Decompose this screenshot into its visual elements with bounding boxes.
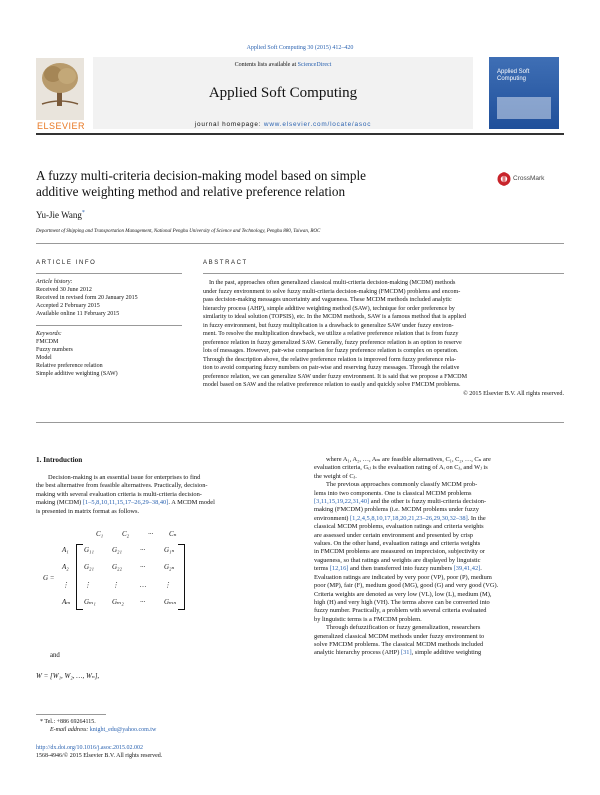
right-column-text <box>314 456 564 658</box>
abstract-line: model based on SAW and the relative preference relation to easily and quickly solve FMCDM problems. <box>203 382 461 388</box>
text-run: environment) <box>314 514 351 522</box>
text-line <box>314 582 564 590</box>
text-run: high (H) and very high (VH). The terms above can be converted into <box>314 598 490 606</box>
abstract-heading: ABSTRACT <box>203 260 248 266</box>
abstract-line: lots of messages. However, pair-wise comparison for fuzzy preference relation is complex on operation. <box>203 348 459 354</box>
citation-link[interactable]: [1–5,8,10,11,15,17–26,29–38,40] <box>82 499 169 507</box>
citation-link[interactable]: [3,11,15,19,22,31,40] <box>314 498 370 506</box>
matrix-cell: G₁₁ <box>84 546 94 554</box>
email-link[interactable]: knight_edu@yahoo.com.tw <box>89 727 157 733</box>
journal-name: Applied Soft Computing <box>208 85 358 101</box>
text-line <box>314 481 564 489</box>
citation-link[interactable]: [39,41,42] <box>453 565 481 573</box>
text-line <box>314 607 564 615</box>
matrix-left-bracket <box>76 544 83 610</box>
text-line <box>314 506 564 514</box>
matrix-cell: … <box>140 581 147 589</box>
matrix-cell: G₂₂ <box>112 563 122 571</box>
matrix-cell: Gₘ₁ <box>84 598 96 606</box>
text-line: the weight of Cⱼ. <box>314 472 357 480</box>
doi-block: http://dx.doi.org/10.1016/j.asoc.2015.02.002 1568-4946/© 2015 Elsevier B.V. All rights reserved. <box>36 745 163 759</box>
text-line <box>314 557 564 565</box>
matrix-col-header: C₂ <box>122 530 130 538</box>
matrix-cell: ⋮ <box>112 581 119 589</box>
author-footnote-mark[interactable]: * <box>81 210 85 216</box>
journal-homepage: journal homepage: www.elsevier.com/locate/asoc <box>194 121 372 128</box>
cover-graphic <box>497 97 551 119</box>
text-line <box>314 490 564 498</box>
abstract-line: in fuzzy environment, but fuzzy multiplication is a drawback to generalize SAW under fuzzy environ- <box>203 322 454 329</box>
cover-title: Applied Soft Computing <box>497 69 530 82</box>
header-rule <box>36 133 564 135</box>
matrix-row-header: ⋮ <box>62 581 69 589</box>
matrix-cell: ⋮ <box>84 581 91 589</box>
citation-link[interactable]: [31] <box>400 649 412 657</box>
abstract-line: under fuzzy environment to solve fuzzy multi-criteria decision-making (FMCDM) problems and encom- <box>203 288 461 295</box>
copyright: © 2015 Elsevier B.V. All rights reserved. <box>463 390 564 397</box>
citation-link[interactable]: [1,2,4,5,8,10,17,18,20,21,23–26,29,30,32–38] <box>350 514 468 522</box>
text-line <box>314 624 564 632</box>
text-line: where A₁, A₂, …, Aₘ are feasible alternatives, C₁, C₂, …, Cₙ are <box>326 456 491 463</box>
text-run: , simple additive weighting <box>411 649 482 657</box>
decision-matrix <box>36 530 286 645</box>
text-line <box>314 540 564 548</box>
text-run: solve FMCDM problems. The classical MCDM methods included <box>314 640 484 648</box>
article-history: Article history: Received 30 June 2012 Received in revised form 20 January 2015 Accepted 2 February 2015 Available online 11 February 2015 <box>36 279 138 317</box>
contents-line: Contents lists available at ScienceDirect <box>234 62 332 68</box>
text-run: in FMCDM problems are measured on imprecision, subjectivity or <box>314 548 485 556</box>
matrix-col-header: ··· <box>148 530 154 538</box>
crossmark-badge[interactable]: CrossMark <box>497 172 557 188</box>
keywords: Keywords: FMCDM Fuzzy numbers Model Relative preference relation Simple additive weighting (SAW) <box>36 331 118 377</box>
text-run: generalized classical MCDM methods under fuzzy environment to <box>314 632 485 640</box>
text-run: lems into two components. One is classical MCDM problems <box>314 489 472 497</box>
text-run: . <box>480 565 482 573</box>
rule-below-abstract <box>36 422 564 423</box>
text-line <box>314 641 564 649</box>
text-run: fuzzy number. Practically, a problem with several criteria evaluated <box>314 607 487 615</box>
affiliation: Department of Shipping and Transportation Management, National Penghu University of Science and Technology, Penghu 880, Taiwan, ROC <box>36 229 321 234</box>
matrix-row-header: A₁ <box>62 546 69 554</box>
text-line <box>314 565 564 573</box>
text-run: Criteria weights are denoted as very low (VL), low (L), medium (M), <box>314 590 492 598</box>
text-run: analytic hierarchy process (AHP) <box>314 649 401 657</box>
text-run: . In the <box>467 514 486 522</box>
matrix-row-header: Aₘ <box>62 598 71 606</box>
footnote: * Tel.: +886 69264115. E-mail address: knight_edu@yahoo.com.tw <box>40 719 157 733</box>
abstract-rule <box>203 273 564 274</box>
intro-paragraph: Decision-making is an essential issue for enterprises to find the best alternative from feasible alternatives. Practically, decision- making with several evaluation criteria is multi-criteria decision- making (MCDM) [1–5,8,10,11,15,17–26,29–38,40]. A MCDM model is presented in matrix format as follows. <box>36 474 215 515</box>
matrix-cell: G₂₁ <box>112 546 122 554</box>
footnote-rule <box>36 714 106 715</box>
matrix-cell: G₂₁ <box>84 563 94 571</box>
abstract-line: hierarchy process (AHP), simple additive weighting method (SAW), technique for order preference by <box>203 305 455 312</box>
matrix-cell: ··· <box>140 546 146 554</box>
text-line <box>314 649 564 657</box>
article-info-rule <box>36 273 182 274</box>
text-run: Through defuzzification or fuzzy generalization, researchers <box>326 624 481 632</box>
article-title: A fuzzy multi-criteria decision-making model based on simple additive weighting method and relative preference relation <box>36 168 366 199</box>
text-line <box>314 574 564 582</box>
text-line <box>314 523 564 531</box>
matrix-cell: ··· <box>140 563 146 571</box>
matrix-label: G = <box>43 574 55 582</box>
elsevier-tree-logo <box>36 58 84 120</box>
matrix-right-bracket <box>178 544 185 610</box>
and-text: and <box>50 652 60 659</box>
abstract-line: Through the description above, the relative preference relation is improved form fuzzy preference rela- <box>203 356 457 363</box>
text-line <box>314 498 564 506</box>
article-info-heading: ARTICLE INFO <box>36 260 97 266</box>
abstract-line: tion to avoid comparing fuzzy numbers on pair-wise and reserving fuzzy messages. Through the relative <box>203 365 460 371</box>
text-line <box>314 599 564 607</box>
abstract-line: pass decision-making messages uncertainty and vagueness. These MCDM methods included analytic <box>203 297 452 303</box>
abstract-line: preference relation, we can generalize SAW under fuzzy environment. It is said that we propose a FMCDM <box>203 373 468 380</box>
matrix-cell: Gₘ₂ <box>112 598 124 606</box>
matrix-row-header: A₂ <box>62 563 69 571</box>
journal-citation: Applied Soft Computing 30 (2015) 412–420 <box>246 45 354 51</box>
text-run: poor (MP), fair (F), medium good (MG), good (G) and very good (VG). <box>314 582 499 590</box>
abstract-text <box>203 279 564 398</box>
matrix-col-header: C₁ <box>96 530 104 538</box>
text-run: making (FMCDM) problems (i.e. MCDM problems under fuzzy <box>314 506 479 514</box>
abstract-line: In the past, approaches often generalized classical multi-criteria decision-making (MCDM) methods <box>209 280 456 286</box>
matrix-cell: ··· <box>140 598 146 606</box>
abstract-line: ment. To resolve the multiplication drawback, we utilize a relative preference relation that is from fuzzy <box>203 331 459 337</box>
text-run: and the other is fuzzy multi-criteria decision- <box>369 498 487 506</box>
text-run: values. On the other hand, evaluation ratings and criteria weights <box>314 540 481 548</box>
homepage-link[interactable]: www.elsevier.com/locate/asoc <box>263 121 372 128</box>
text-line <box>314 532 564 540</box>
text-line: evaluation criteria, Gᵢⱼ is the evaluation rating of Aᵢ on Cⱼ, and Wⱼ is <box>314 464 488 472</box>
matrix-cell: G₁ₙ <box>164 546 175 554</box>
sciencedirect-link[interactable]: ScienceDirect <box>297 62 332 68</box>
text-line <box>314 591 564 599</box>
matrix-cell: ⋮ <box>164 581 171 589</box>
text-run: vagueness, so that ratings and weights are displayed by linguistic <box>314 556 481 564</box>
text-run: by linguistic terms is a FMCDM problem. <box>314 615 422 623</box>
crossmark-icon <box>497 172 511 186</box>
matrix-col-header: Cₙ <box>169 530 177 538</box>
text-line <box>314 616 564 624</box>
keywords-rule <box>36 325 182 326</box>
text-run: Evaluation ratings are indicated by very poor (VP), poor (P), medium <box>314 573 492 581</box>
journal-cover <box>489 57 559 129</box>
text-run: classical MCDM problems, evaluation ratings and criteria weights <box>314 523 484 531</box>
text-run: The previous approaches commonly classify MCDM prob- <box>326 481 478 489</box>
text-run: and then transferred into fuzzy numbers <box>348 565 454 573</box>
matrix-cell: G₂ₙ <box>164 563 175 571</box>
elsevier-wordmark: ELSEVIER <box>36 121 86 131</box>
introduction-heading: 1. Introduction <box>36 456 83 464</box>
text-run: are assessed under certain environment and presented by crisp <box>314 531 473 539</box>
doi-link[interactable]: http://dx.doi.org/10.1016/j.asoc.2015.02.002 <box>36 745 144 751</box>
author: Yu-Jie Wang* <box>36 210 85 220</box>
abstract-line: preference relation in fuzzy generalized SAW. Generally, fuzzy preference relation is an option to reserve <box>203 339 462 346</box>
matrix-cell: Gₘₙ <box>164 598 177 606</box>
text-line <box>314 633 564 641</box>
citation-link[interactable]: [12,16] <box>329 565 349 573</box>
rule-below-affiliation <box>36 243 564 244</box>
abstract-line: similarity to ideal solution (TOPSIS), etc. In the MCDM methods, SAW is a famous method that is applied <box>203 314 466 320</box>
text-line <box>314 515 564 523</box>
text-line <box>314 548 564 556</box>
weight-equation: W = [W₁, W₂, …, Wₙ], <box>36 672 100 680</box>
text-run: terms <box>314 565 330 573</box>
